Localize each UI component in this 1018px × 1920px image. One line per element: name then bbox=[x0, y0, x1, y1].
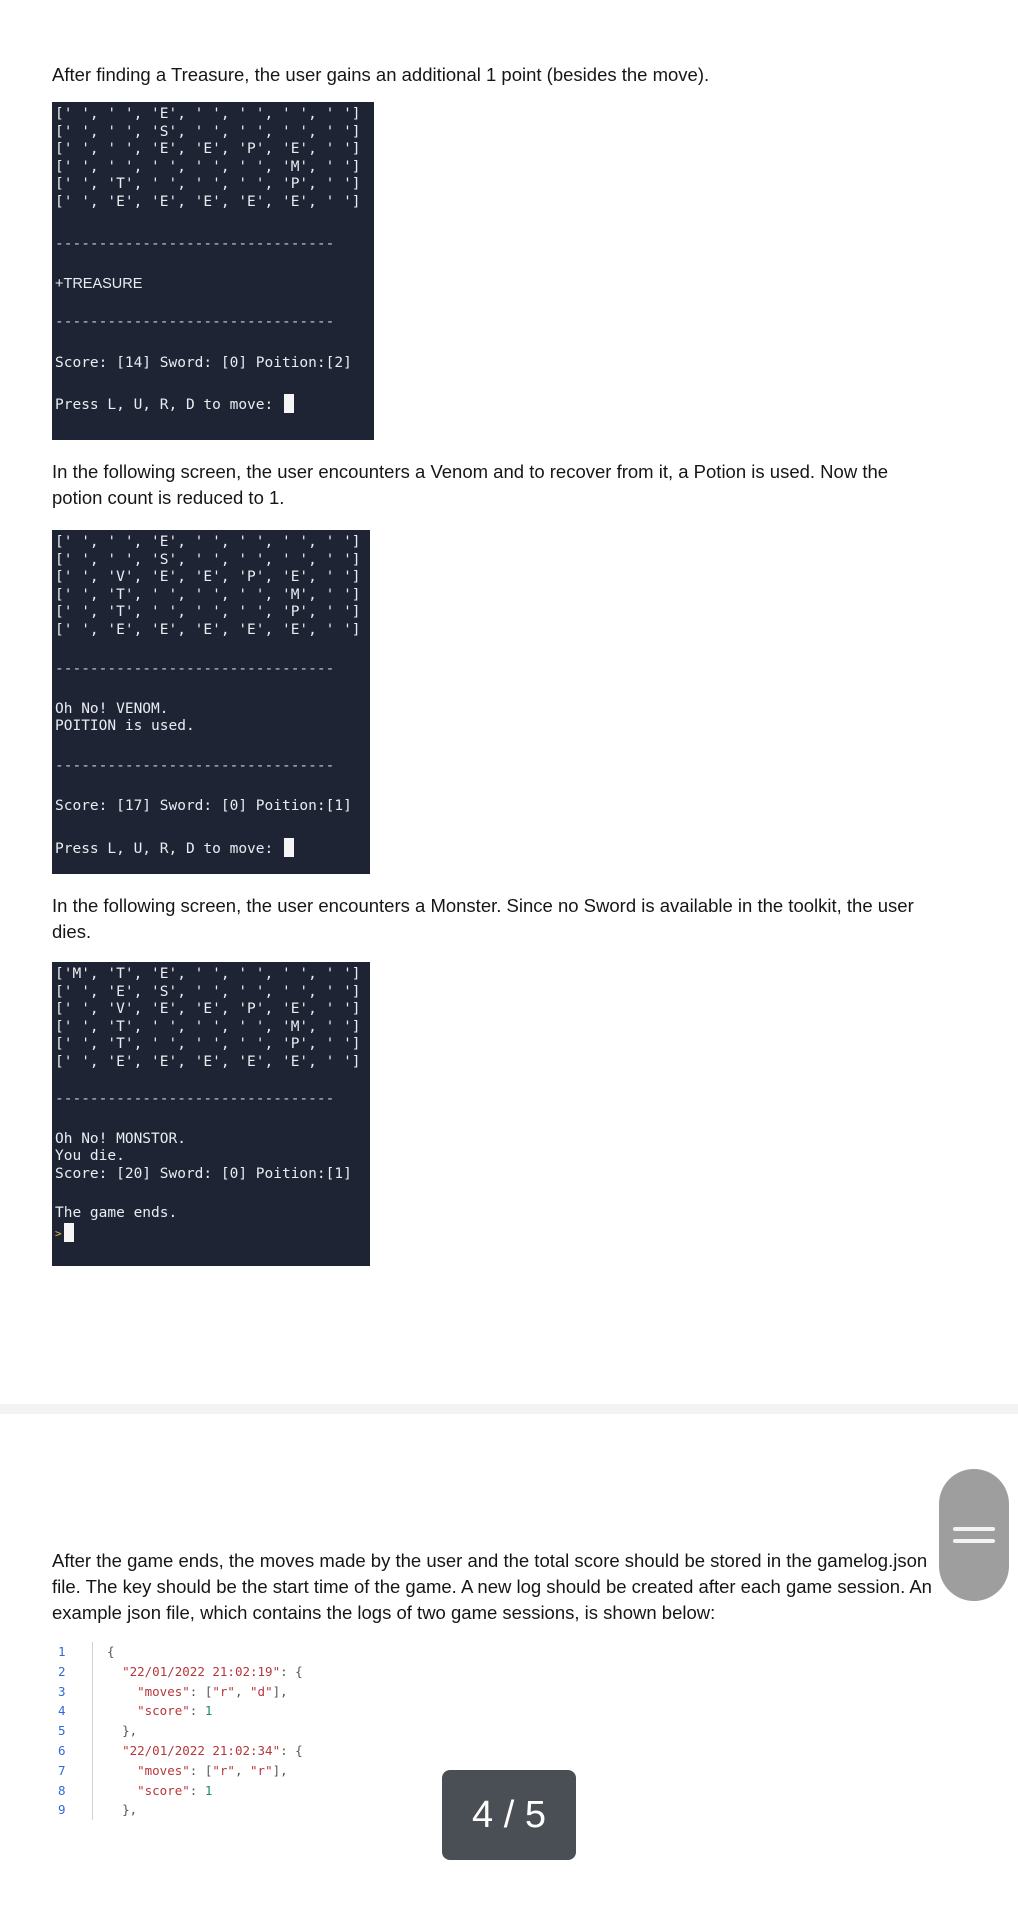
cursor-block bbox=[284, 394, 294, 413]
game-end-message: The game ends. bbox=[55, 1205, 178, 1221]
terminal-screenshot-venom bbox=[52, 530, 370, 874]
json-key: "score" bbox=[137, 1782, 190, 1798]
line-number: 2 bbox=[58, 1663, 66, 1679]
code-line bbox=[52, 1642, 612, 1662]
json-string: "r" bbox=[212, 1683, 235, 1699]
shell-prompt bbox=[55, 1223, 367, 1244]
line-number: 4 bbox=[58, 1703, 66, 1719]
line-number: 3 bbox=[58, 1683, 66, 1699]
page-gap bbox=[0, 1404, 1018, 1414]
prompt-symbol: > bbox=[55, 1226, 62, 1240]
move-prompt bbox=[55, 394, 371, 415]
venom-message: Oh No! VENOM. bbox=[55, 700, 169, 717]
paragraph-gamelog: After the game ends, the moves made by the user and the total score should be stored in the gamelog.json file. The key should be the start time of the game. A new log should be created after each game session. An example json file, which contains the logs of two game sessions, is shown below: bbox=[52, 1550, 932, 1623]
grid-row: [' ', 'E', 'E', 'E', 'E', 'E', ' '] bbox=[55, 193, 361, 210]
grid-row: [' ', 'T', ' ', ' ', ' ', 'P', ' '] bbox=[55, 176, 361, 192]
code-text: : { bbox=[280, 1742, 303, 1758]
code-text: : { bbox=[280, 1663, 303, 1679]
cursor-block bbox=[64, 1223, 74, 1242]
code-text: : bbox=[189, 1782, 205, 1798]
line-number: 5 bbox=[58, 1723, 66, 1739]
paragraph-monster: In the following screen, the user encounters a Monster. Since no Sword is available in the toolkit, the user dies. bbox=[52, 895, 914, 942]
grip-line bbox=[953, 1527, 995, 1531]
grid-row: [' ', 'V', 'E', 'E', 'P', 'E', ' '] bbox=[55, 1001, 361, 1017]
code-text: }, bbox=[122, 1802, 138, 1818]
code-line bbox=[52, 1701, 612, 1721]
grid-row: [' ', 'V', 'E', 'E', 'P', 'E', ' '] bbox=[55, 569, 361, 585]
grid-row: [' ', 'T', ' ', ' ', ' ', 'P', ' '] bbox=[55, 604, 361, 620]
score-line: Score: [14] Sword: [0] Poition:[2] bbox=[55, 354, 352, 371]
grid-row: [' ', 'E', 'S', ' ', ' ', ' ', ' '] bbox=[55, 983, 361, 1000]
grid-row: [' ', ' ', 'E', ' ', ' ', ' ', ' '] bbox=[55, 106, 361, 122]
json-string: "r" bbox=[212, 1762, 235, 1778]
cursor-block bbox=[284, 838, 294, 857]
grid-row: ['M', 'T', 'E', ' ', ' ', ' ', ' '] bbox=[55, 966, 361, 982]
json-key: "score" bbox=[137, 1703, 190, 1719]
move-prompt-text: Press L, U, R, D to move: bbox=[55, 397, 282, 413]
treasure-message: +TREASURE bbox=[55, 275, 143, 292]
code-text: : [ bbox=[189, 1762, 213, 1778]
code-text: , bbox=[234, 1683, 251, 1699]
json-number: 1 bbox=[204, 1703, 213, 1719]
code-line bbox=[52, 1662, 612, 1682]
code-text: ], bbox=[272, 1683, 288, 1699]
page-indicator: 4 / 5 bbox=[442, 1770, 576, 1860]
score-line: Score: [17] Sword: [0] Poition:[1] bbox=[55, 798, 352, 814]
code-text: , bbox=[234, 1762, 251, 1778]
monster-message: Oh No! MONSTOR. bbox=[55, 1130, 186, 1147]
separator-line: -------------------------------- bbox=[55, 236, 335, 252]
json-key: "moves" bbox=[137, 1683, 190, 1699]
grid-row: [' ', ' ', 'S', ' ', ' ', ' ', ' '] bbox=[55, 123, 361, 140]
grid-row: [' ', ' ', 'S', ' ', ' ', ' ', ' '] bbox=[55, 551, 361, 568]
grid-row: [' ', ' ', 'E', 'E', 'P', 'E', ' '] bbox=[55, 141, 361, 157]
score-line: Score: [20] Sword: [0] Poition:[1] bbox=[55, 1165, 352, 1182]
line-number: 8 bbox=[58, 1782, 66, 1798]
code-text: : bbox=[189, 1703, 205, 1719]
paragraph-venom: In the following screen, the user encounters a Venom and to recover from it, a Potion is used. Now the potion count is reduced to 1. bbox=[52, 461, 889, 508]
terminal-screenshot-monster bbox=[52, 962, 370, 1266]
code-text: : [ bbox=[189, 1683, 213, 1699]
grid-row: [' ', 'T', ' ', ' ', ' ', 'P', ' '] bbox=[55, 1036, 361, 1052]
terminal-screenshot-treasure bbox=[52, 102, 374, 440]
line-number: 9 bbox=[58, 1802, 66, 1818]
grid-row: [' ', ' ', 'E', ' ', ' ', ' ', ' '] bbox=[55, 534, 361, 550]
code-line bbox=[52, 1682, 612, 1702]
grip-line bbox=[953, 1539, 995, 1543]
json-key: "22/01/2022 21:02:19" bbox=[122, 1663, 281, 1679]
separator-line: -------------------------------- bbox=[55, 757, 335, 774]
json-string: "r" bbox=[250, 1762, 273, 1778]
grid-row: [' ', 'E', 'E', 'E', 'E', 'E', ' '] bbox=[55, 621, 361, 638]
grid-row: [' ', ' ', ' ', ' ', ' ', 'M', ' '] bbox=[55, 158, 361, 175]
code-text: }, bbox=[122, 1723, 138, 1739]
json-string: "d" bbox=[250, 1683, 273, 1699]
json-key: "22/01/2022 21:02:34" bbox=[122, 1742, 281, 1758]
json-key: "moves" bbox=[137, 1762, 190, 1778]
code-line bbox=[52, 1741, 612, 1761]
separator-line: -------------------------------- bbox=[55, 314, 335, 330]
line-number: 1 bbox=[58, 1644, 66, 1659]
drag-handle-icon[interactable] bbox=[939, 1469, 1009, 1601]
paragraph-treasure: After finding a Treasure, the user gains an additional 1 point (besides the move). bbox=[52, 64, 710, 85]
grid-row: [' ', 'T', ' ', ' ', ' ', 'M', ' '] bbox=[55, 586, 361, 603]
move-prompt-text: Press L, U, R, D to move: bbox=[55, 840, 282, 857]
json-number: 1 bbox=[204, 1782, 213, 1798]
separator-line: -------------------------------- bbox=[55, 1091, 335, 1107]
grid-row: [' ', 'T', ' ', ' ', ' ', 'M', ' '] bbox=[55, 1018, 361, 1035]
code-text: ], bbox=[272, 1762, 288, 1778]
separator-line: -------------------------------- bbox=[55, 661, 335, 677]
line-number: 7 bbox=[58, 1762, 66, 1778]
line-number: 6 bbox=[58, 1742, 66, 1758]
potion-message: POITION is used. bbox=[55, 718, 195, 734]
grid-row: [' ', 'E', 'E', 'E', 'E', 'E', ' '] bbox=[55, 1053, 361, 1070]
move-prompt bbox=[55, 838, 367, 859]
death-message: You die. bbox=[55, 1148, 125, 1164]
code-line bbox=[52, 1721, 612, 1741]
code-text: { bbox=[107, 1644, 115, 1659]
